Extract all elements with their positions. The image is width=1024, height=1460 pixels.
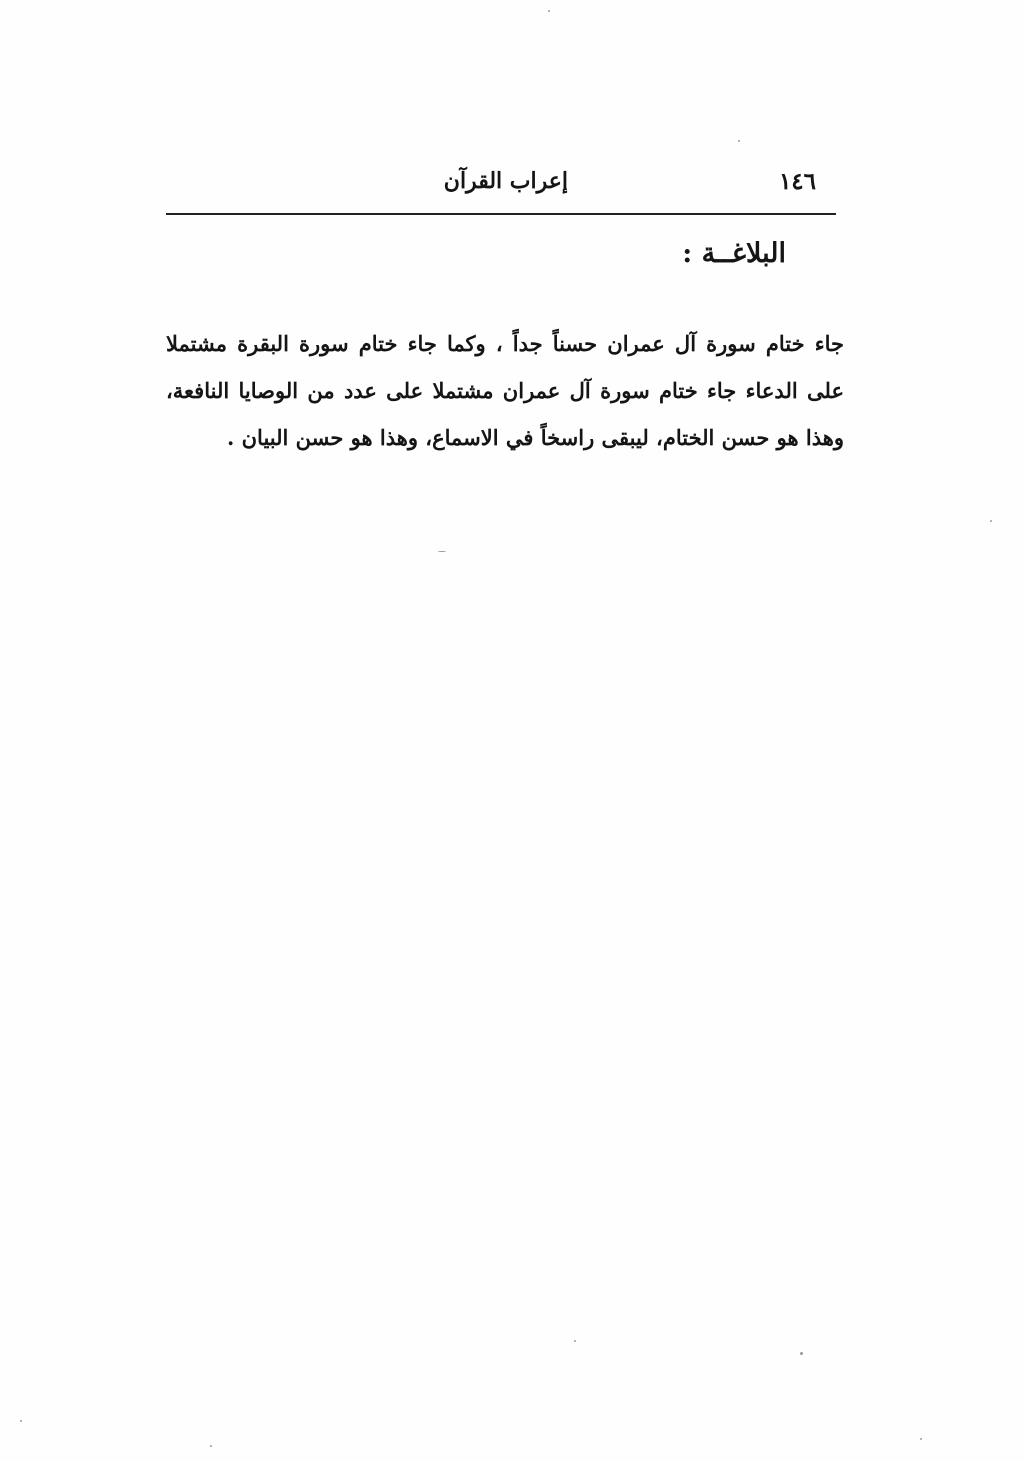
body-paragraph-block [166, 320, 844, 461]
scan-speck [210, 1445, 212, 1447]
scan-speck [438, 551, 446, 552]
scan-speck [990, 520, 992, 522]
page-number: ١٤٦ [778, 168, 816, 195]
body-paragraph: جاء ختام سورة آل عمران حسناً جداً ، وكما جاء ختام سورة البقرة مشتملا على الدعاء جاء ختام سورة آل عمران مشتملا على عدد من الوصايا النافعة، وهذا هو حسن الختام، ليبقى راسخاً في الاسماع، وهذا هو حسن البيان . [166, 331, 844, 450]
scan-speck [548, 10, 550, 12]
scan-speck [738, 140, 740, 142]
scan-speck [20, 1420, 22, 1422]
page-header [166, 160, 836, 204]
scan-speck [800, 1352, 803, 1355]
scan-speck [920, 1438, 922, 1440]
running-title: إعراب القرآن [443, 168, 568, 194]
header-divider [166, 213, 836, 215]
section-heading: البلاغــة : [682, 238, 786, 269]
scan-speck [574, 1340, 576, 1342]
